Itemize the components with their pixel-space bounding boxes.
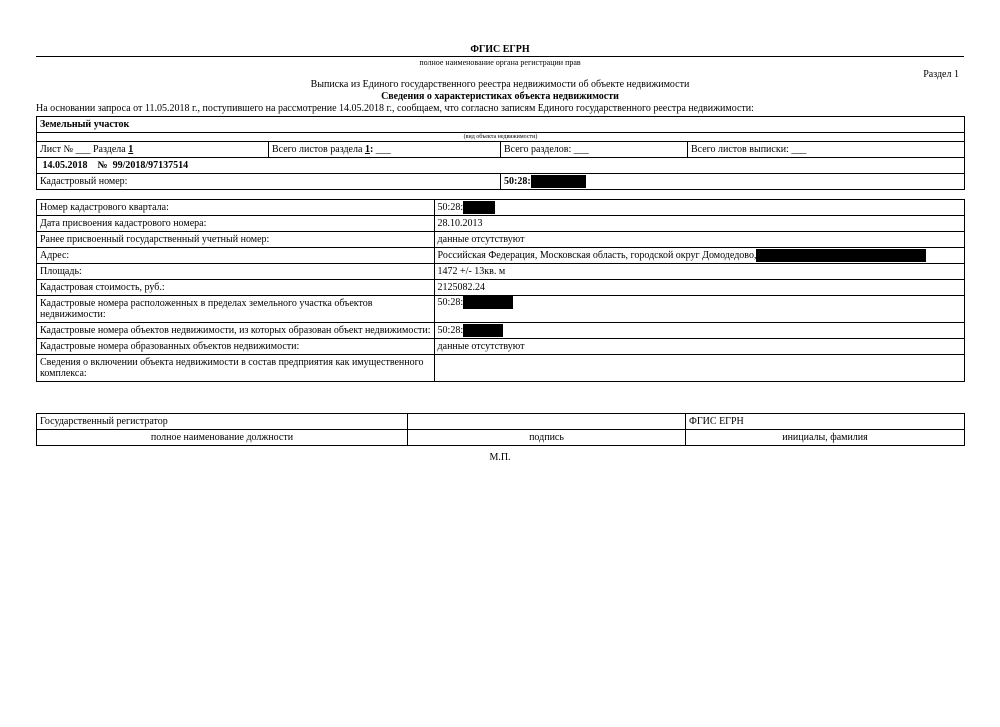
section-part-label: Раздела [92, 144, 126, 155]
total-sheets-label: Всего листов раздела [272, 144, 363, 155]
row-value-cell [434, 323, 964, 339]
total-sections-cell: Всего разделов: ___ [501, 142, 688, 158]
total-sections-label: Всего разделов: [504, 144, 572, 155]
cadastral-value: 50:28: [504, 175, 531, 187]
sheet-number-cell: Лист № ___ Раздела 1 [37, 142, 269, 158]
row-label: Дата присвоения кадастрового номера: [37, 216, 435, 232]
extract-date: 14.05.2018 [42, 160, 88, 171]
row-value-cell [434, 200, 964, 216]
row-label: Номер кадастрового квартала: [37, 200, 435, 216]
redaction-box [463, 324, 503, 337]
row-label: Кадастровые номера объектов недвижимости, из которых образован объект недвижимости: [37, 323, 435, 339]
table-row [37, 232, 965, 248]
name-caption: инициалы, фамилия [686, 430, 965, 446]
table-row [37, 280, 965, 296]
row-value: 28.10.2013 [434, 216, 964, 232]
signature-table [36, 413, 965, 446]
header-divider [36, 56, 964, 57]
total-extract-sheets-label: Всего листов выписки: [691, 144, 789, 155]
row-value: Российская Федерация, Московская область, городской округ Домодедово, [437, 249, 757, 261]
row-value: 50:28: [437, 201, 464, 213]
total-sheets-cell: Всего листов раздела 1: ___ [269, 142, 501, 158]
date-number-cell [37, 158, 965, 174]
organ-subtitle: полное наименование органа регистрации прав [419, 58, 581, 67]
table-row [37, 264, 965, 280]
row-value: данные отсутствуют [434, 232, 964, 248]
table-row [37, 323, 965, 339]
table-row [37, 216, 965, 232]
signature-field [408, 414, 686, 430]
row-value-cell [434, 296, 964, 323]
redaction-box [463, 201, 495, 214]
object-type-caption: (вид объекта недвижимости) [37, 133, 965, 142]
section-number: 1 [128, 144, 134, 155]
table-row [37, 248, 965, 264]
row-label: Кадастровые номера расположенных в пределах земельного участка объектов недвижимости: [37, 296, 435, 323]
registrar-position: Государственный регистратор [37, 414, 408, 430]
sheet-label: Лист № [40, 144, 73, 155]
cadastral-label: Кадастровый номер: [37, 174, 501, 190]
row-label: Кадастровая стоимость, руб.: [37, 280, 435, 296]
row-label: Сведения о включении объекта недвижимости в состав предприятия как имущественного комплекса: [37, 355, 435, 382]
row-value: данные отсутствуют [434, 339, 964, 355]
redaction-box [463, 296, 513, 309]
cadastral-value-cell [501, 174, 965, 190]
extract-title: Выписка из Единого государственного реестра недвижимости об объекте недвижимости [310, 79, 690, 90]
row-label: Кадастровые номера образованных объектов недвижимости: [37, 339, 435, 355]
extract-subtitle: Сведения о характеристиках объекта недвижимости [381, 91, 619, 102]
row-value [434, 355, 964, 382]
row-value: 50:28: [437, 324, 464, 336]
position-caption: полное наименование должности [37, 430, 408, 446]
total-sheets-value: 1 [364, 144, 370, 155]
section-label: Раздел 1 [923, 69, 959, 80]
table-row [37, 339, 965, 355]
table-row [37, 355, 965, 382]
row-label: Ранее присвоенный государственный учетный номер: [37, 232, 435, 248]
extract-number: 99/2018/97137514 [112, 160, 189, 171]
redaction-box [756, 249, 926, 262]
row-value-cell [434, 248, 964, 264]
stamp-label: М.П. [489, 452, 511, 463]
registrar-name: ФГИС ЕГРН [686, 414, 965, 430]
total-extract-sheets-cell: Всего листов выписки: ___ [688, 142, 965, 158]
object-header-table [36, 116, 965, 190]
row-label: Адрес: [37, 248, 435, 264]
row-label: Площадь: [37, 264, 435, 280]
object-type: Земельный участок [37, 117, 965, 133]
redaction-box [531, 175, 586, 188]
table-row [37, 296, 965, 323]
number-sign: № [97, 160, 108, 171]
row-value: 2125082.24 [434, 280, 964, 296]
row-value: 1472 +/- 13кв. м [434, 264, 964, 280]
signature-caption: подпись [408, 430, 686, 446]
row-value: 50:28: [437, 296, 464, 308]
table-row [37, 200, 965, 216]
basis-text: На основании запроса от 11.05.2018 г., поступившего на рассмотрение 14.05.2018 г., сообщаем, что согласно записям Единого государственного реестра недвижимости: [36, 103, 754, 114]
characteristics-table [36, 199, 965, 382]
organ-title: ФГИС ЕГРН [470, 44, 530, 55]
